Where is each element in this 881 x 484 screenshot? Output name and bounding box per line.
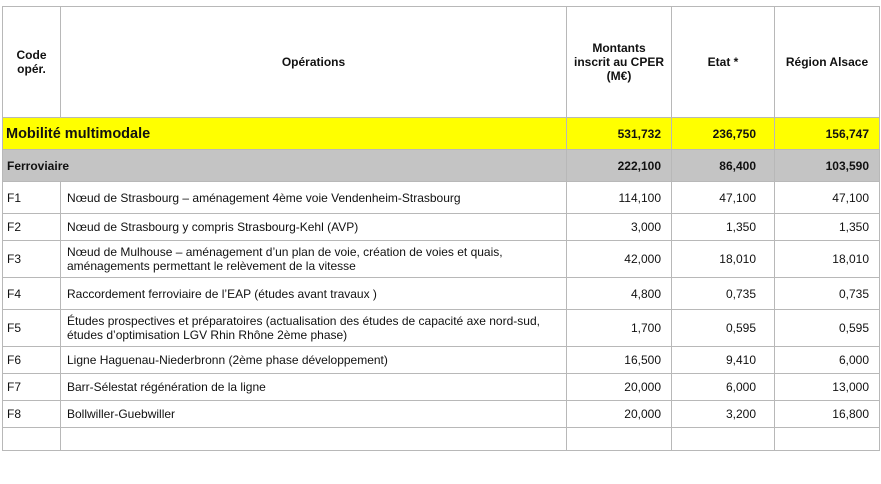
row-region: 1,350 (775, 214, 880, 241)
row-montant: 20,000 (567, 374, 672, 401)
header-etat: Etat * (672, 7, 775, 118)
row-montant: 42,000 (567, 241, 672, 278)
row-operation: Études prospectives et préparatoires (actualisation des études de capacité axe nord-sud, études d’optimisation LGV Rhin Rhône 2ème phase) (61, 310, 567, 347)
row-region: 18,010 (775, 241, 880, 278)
row-operation: Ligne Haguenau-Niederbronn (2ème phase développement) (61, 347, 567, 374)
row-montant: 20,000 (567, 401, 672, 428)
section-region-mobilite: 156,747 (775, 118, 880, 150)
row-code: F5 (3, 310, 61, 347)
empty-cell (567, 428, 672, 451)
section-etat-ferroviaire: 86,400 (672, 150, 775, 182)
table-row (3, 401, 880, 428)
row-code: F4 (3, 278, 61, 310)
row-operation: Raccordement ferroviaire de l’EAP (études avant travaux ) (61, 278, 567, 310)
row-region: 6,000 (775, 347, 880, 374)
cper-table (2, 6, 880, 451)
row-code: F1 (3, 182, 61, 214)
row-etat: 0,735 (672, 278, 775, 310)
row-region: 0,735 (775, 278, 880, 310)
empty-cell (61, 428, 567, 451)
header-region: Région Alsace (775, 7, 880, 118)
row-operation: Nœud de Strasbourg – aménagement 4ème voie Vendenheim-Strasbourg (61, 182, 567, 214)
row-etat: 3,200 (672, 401, 775, 428)
section-etat-mobilite: 236,750 (672, 118, 775, 150)
row-region: 16,800 (775, 401, 880, 428)
row-code: F3 (3, 241, 61, 278)
row-etat: 9,410 (672, 347, 775, 374)
section-montant-ferroviaire: 222,100 (567, 150, 672, 182)
empty-cell (775, 428, 880, 451)
section-label-mobilite: Mobilité multimodale (3, 118, 567, 150)
section-row-ferroviaire (3, 150, 880, 182)
row-etat: 18,010 (672, 241, 775, 278)
header-row (3, 7, 880, 118)
table-row (3, 278, 880, 310)
row-operation: Nœud de Mulhouse – aménagement d’un plan de voie, création de voies et quais, aménagements permettant le relèvement de la vitesse (61, 241, 567, 278)
table-row (3, 310, 880, 347)
row-operation: Bollwiller-Guebwiller (61, 401, 567, 428)
empty-cell (3, 428, 61, 451)
table-row (3, 374, 880, 401)
row-montant: 16,500 (567, 347, 672, 374)
empty-cell (672, 428, 775, 451)
row-operation: Nœud de Strasbourg y compris Strasbourg-Kehl (AVP) (61, 214, 567, 241)
row-montant: 1,700 (567, 310, 672, 347)
row-etat: 1,350 (672, 214, 775, 241)
header-operations: Opérations (61, 7, 567, 118)
row-code: F7 (3, 374, 61, 401)
row-operation: Barr-Sélestat régénération de la ligne (61, 374, 567, 401)
row-region: 0,595 (775, 310, 880, 347)
header-code: Code opér. (3, 7, 61, 118)
row-montant: 3,000 (567, 214, 672, 241)
section-row-mobilite (3, 118, 880, 150)
row-region: 47,100 (775, 182, 880, 214)
row-code: F8 (3, 401, 61, 428)
row-code: F6 (3, 347, 61, 374)
row-montant: 4,800 (567, 278, 672, 310)
row-etat: 0,595 (672, 310, 775, 347)
table-row (3, 347, 880, 374)
row-etat: 6,000 (672, 374, 775, 401)
section-label-ferroviaire: Ferroviaire (3, 150, 567, 182)
row-code: F2 (3, 214, 61, 241)
row-region: 13,000 (775, 374, 880, 401)
empty-row (3, 428, 880, 451)
row-montant: 114,100 (567, 182, 672, 214)
table-row (3, 241, 880, 278)
section-region-ferroviaire: 103,590 (775, 150, 880, 182)
table-row (3, 182, 880, 214)
table-row (3, 214, 880, 241)
section-montant-mobilite: 531,732 (567, 118, 672, 150)
header-montants: Montants inscrit au CPER (M€) (567, 7, 672, 118)
row-etat: 47,100 (672, 182, 775, 214)
